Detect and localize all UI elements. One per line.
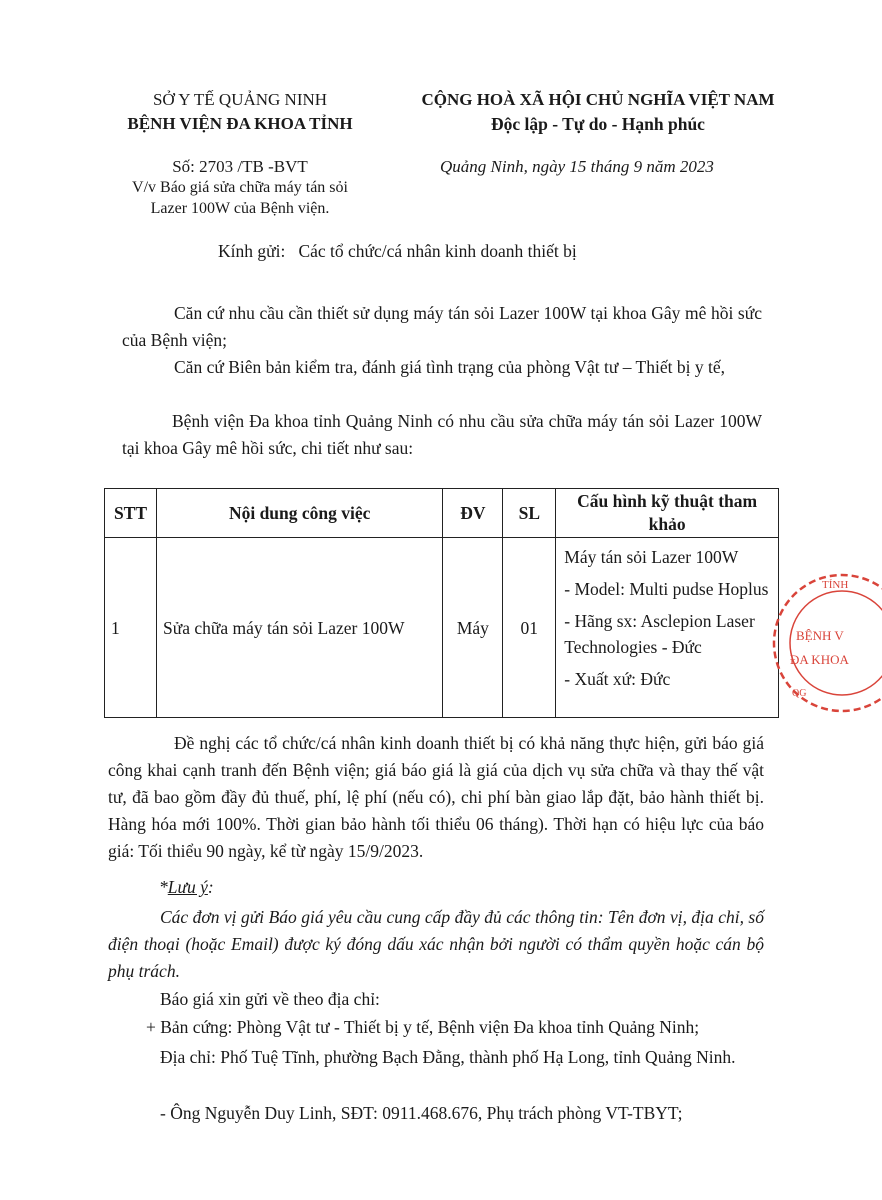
country-name: CỘNG HOÀ XÃ HỘI CHỦ NGHĨA VIỆT NAM [421,90,775,109]
document-subject [90,177,390,219]
subject-line-1: V/v Báo giá sửa chữa máy tán sỏi [132,179,348,196]
recipient [218,238,778,265]
place-date: Quảng Ninh, ngày 15 tháng 9 năm 2023 [440,157,714,176]
header-unit: ĐV [443,489,503,538]
cell-stt: 1 [105,538,157,718]
table-header-row [105,489,779,538]
contact-person: - Ông Nguyễn Duy Linh, SĐT: 0911.468.676, Phụ trách phòng VT-TBYT; [160,1103,683,1123]
paragraph-need: Căn cứ nhu cầu cần thiết sử dụng máy tán sỏi Lazer 100W tại khoa Gây mê hồi sức của Bệnh viện; [122,303,762,350]
header-spec: Cấu hình kỹ thuật tham khảo [556,489,779,538]
note-star: * [159,877,168,897]
spec-line: - Xuất xứ: Đức [564,669,671,689]
header-content: Nội dung công việc [156,489,442,538]
header-stt: STT [105,489,157,538]
paragraph-request: Bệnh viện Đa khoa tỉnh Quảng Ninh có nhu cầu sửa chữa máy tán sỏi Lazer 100W tại khoa Gây mê hồi sức, chi tiết như sau: [122,411,762,458]
note-colon: : [207,877,214,897]
table-row [105,538,779,718]
hard-copy-address: + Bản cứng: Phòng Vật tư - Thiết bị y tế, Bệnh viện Đa khoa tỉnh Quảng Ninh; [146,1017,700,1037]
hospital-stamp [762,568,882,718]
cell-qty: 01 [503,538,556,718]
stamp-line-2: ĐA KHOA [790,652,849,667]
street-address: Địa chỉ: Phố Tuệ Tĩnh, phường Bạch Đằng, thành phố Hạ Long, tỉnh Quảng Ninh. [160,1047,736,1067]
spec-line: - Hãng sx: Asclepion Laser Technologies - Đức [564,611,755,657]
paragraph-quotation: Đề nghị các tổ chức/cá nhân kinh doanh thiết bị có khả năng thực hiện, gửi báo giá công khai cạnh tranh đến Bệnh viện; giá báo giá là giá của dịch vụ sửa chữa và thay thế vật tư, đã bao gồm đầy đủ thuế, phí, lệ phí (nếu có), chi phí bàn giao lắp đặt, bảo hành thiết bị. Hàng hóa mới 100%. Thời gian bảo hành tối thiểu 06 tháng). Thời hạn có hiệu lực của báo giá: Tối thiểu 90 ngày, kể từ ngày 15/9/2023. [108,733,764,861]
note-heading [159,874,214,901]
address-intro: Báo giá xin gửi về theo địa chỉ: [160,989,380,1009]
stamp-top-text: TỈNH [822,579,849,591]
spec-line: Máy tán sỏi Lazer 100W [564,547,739,567]
recipient-value: Các tổ chức/cá nhân kinh doanh thiết bị [298,241,577,261]
cell-content: Sửa chữa máy tán sỏi Lazer 100W [156,538,442,718]
motto: Độc lập - Tự do - Hạnh phúc [491,114,705,134]
document-number: Số: 2703 /TB -BVT [172,157,308,176]
note-text: Các đơn vị gửi Báo giá yêu cầu cung cấp đầy đủ các thông tin: Tên đơn vị, địa chỉ, số điện thoại (hoặc Email) được ký đóng dấu xác nhận bởi người có thẩm quyền hoặc cán bộ phụ trách. [108,907,764,981]
header-left [90,88,390,136]
header-right [396,88,800,136]
spec-line: - Model: Multi pudse Hoplus [564,579,769,599]
cell-spec [556,538,779,718]
work-table [104,488,779,718]
header-qty: SL [503,489,556,538]
department-name: SỞ Y TẾ QUẢNG NINH [152,90,328,109]
hospital-name: BỆNH VIỆN ĐA KHOA TỈNH [127,114,353,133]
stamp-bottom-text: QG [792,688,807,699]
stamp-line-1: BỆNH V [796,628,844,643]
note-label: Lưu ý [167,877,208,897]
paragraph-basis: Căn cứ Biên bản kiểm tra, đánh giá tình trạng của phòng Vật tư – Thiết bị y tế, [174,357,725,377]
subject-line-2: Lazer 100W của Bệnh viện. [150,200,330,217]
recipient-label: Kính gửi: [218,241,286,261]
cell-unit: Máy [443,538,503,718]
